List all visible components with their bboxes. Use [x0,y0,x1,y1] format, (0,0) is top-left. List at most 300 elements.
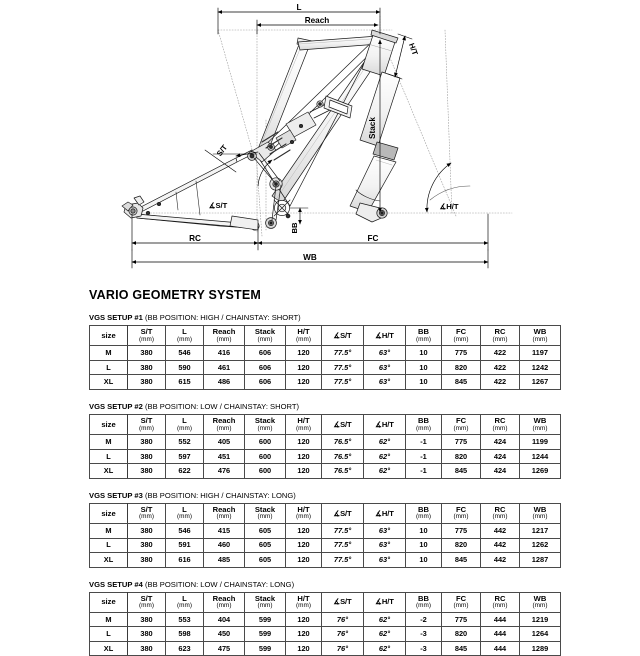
cell-rc: 442 [481,538,520,553]
table-row [90,641,561,656]
label-seat-tube-angle: ∡S/T [208,201,228,210]
cell-angst: 76.5° [322,464,364,479]
column-header-ht [286,504,322,524]
cell-l: 553 [166,612,204,627]
cell-st: 380 [128,449,166,464]
geometry-table-3 [89,503,561,568]
cell-rc: 442 [481,553,520,568]
cell-anght: 63° [364,524,406,539]
cell-anght: 62° [364,464,406,479]
column-header-unit-stack: (mm) [257,513,273,521]
column-header-label-angst: ∡S/T [333,597,352,607]
cell-size: L [90,627,128,642]
column-header-l [166,504,204,524]
column-header-label-st: S/T [140,416,153,426]
cell-stack: 599 [245,641,286,656]
cell-anght: 62° [364,627,406,642]
column-header-fc [442,592,481,612]
column-header-unit-st: (mm) [139,602,154,610]
column-header-angst [322,592,364,612]
column-header-label-ht: H/T [297,327,310,337]
cell-stack: 605 [245,553,286,568]
column-header-label-reach: Reach [212,327,236,337]
table-row [90,524,561,539]
column-header-unit-reach: (mm) [216,602,232,610]
cell-rc: 424 [481,435,520,450]
column-header-label-fc: FC [455,504,467,514]
cell-l: 598 [166,627,204,642]
cell-angst: 76° [322,641,364,656]
column-header-label-bb: BB [418,327,429,337]
column-header-label-rc: RC [494,416,506,426]
column-header-st [128,415,166,435]
column-header-label-wb: WB [533,416,547,426]
column-header-label-bb: BB [418,593,429,603]
setup-block-4 [89,581,548,656]
cell-reach: 476 [204,464,245,479]
column-header-reach [204,504,245,524]
column-header-reach [204,415,245,435]
column-header-label-st: S/T [140,593,153,603]
cell-rc: 422 [481,375,520,390]
cell-anght: 62° [364,612,406,627]
column-header-size [90,415,128,435]
setup-description-1: (BB POSITION: HIGH / CHAINSTAY: SHORT) [145,313,301,322]
column-header-unit-reach: (mm) [216,513,232,521]
cell-size: M [90,435,128,450]
column-header-label-ht: H/T [297,416,310,426]
column-header-rc [481,415,520,435]
cell-wb: 1264 [520,627,561,642]
column-header-angst [322,326,364,346]
column-header-label-reach: Reach [212,593,236,603]
setup-tables-container [0,314,640,656]
label-seat-tube: S/T [214,143,230,158]
frame-geometry-drawing [0,0,640,278]
cell-st: 380 [128,360,166,375]
column-header-label-reach: Reach [212,504,236,514]
cell-angst: 77.5° [322,538,364,553]
setup-id-3: VGS SETUP #3 [89,490,143,500]
cell-wb: 1242 [520,360,561,375]
cell-stack: 600 [245,449,286,464]
table-row [90,553,561,568]
column-header-unit-stack: (mm) [257,335,273,343]
label-head-tube: H/T [407,41,420,57]
cell-reach: 404 [204,612,245,627]
column-header-stack [245,504,286,524]
cell-fc: 775 [442,346,481,361]
cell-angst: 77.5° [322,375,364,390]
cell-fc: 820 [442,538,481,553]
cell-ht: 120 [286,538,322,553]
cell-ht: 120 [286,641,322,656]
cell-st: 380 [128,641,166,656]
cell-stack: 599 [245,627,286,642]
cell-bb: 10 [406,375,442,390]
cell-wb: 1269 [520,464,561,479]
cell-l: 591 [166,538,204,553]
column-header-unit-ht: (mm) [296,602,311,610]
column-header-ht [286,415,322,435]
column-header-size [90,592,128,612]
column-header-angst [322,504,364,524]
cell-l: 546 [166,346,204,361]
column-header-unit-stack: (mm) [257,602,273,610]
column-header-unit-reach: (mm) [216,424,232,432]
column-header-label-size: size [101,508,116,518]
column-header-label-ht: H/T [297,593,310,603]
column-header-unit-rc: (mm) [492,513,508,521]
cell-l: 546 [166,524,204,539]
column-header-label-l: L [182,504,187,514]
column-header-label-l: L [182,327,187,337]
table-row [90,464,561,479]
column-header-label-size: size [101,330,116,340]
cell-st: 380 [128,346,166,361]
cell-reach: 475 [204,641,245,656]
cell-angst: 76° [322,627,364,642]
column-header-unit-l: (mm) [177,602,192,610]
column-header-bb [406,415,442,435]
column-header-anght [364,415,406,435]
column-header-ht [286,326,322,346]
column-header-l [166,326,204,346]
column-header-st [128,592,166,612]
column-header-label-wb: WB [533,504,547,514]
column-header-label-size: size [101,597,116,607]
column-header-unit-l: (mm) [177,513,192,521]
column-header-rc [481,592,520,612]
cell-bb: -3 [406,641,442,656]
column-header-bb [406,504,442,524]
column-header-anght [364,592,406,612]
table-header-row [90,415,561,435]
column-header-unit-fc: (mm) [453,424,469,432]
column-header-unit-bb: (mm) [416,513,431,521]
column-header-wb [520,592,561,612]
column-header-label-bb: BB [418,416,429,426]
cell-ht: 120 [286,449,322,464]
cell-fc: 775 [442,524,481,539]
cell-bb: 10 [406,524,442,539]
cell-ht: 120 [286,553,322,568]
cell-anght: 62° [364,641,406,656]
cell-l: 622 [166,464,204,479]
cell-bb: 10 [406,360,442,375]
cell-wb: 1217 [520,524,561,539]
cell-wb: 1262 [520,538,561,553]
cell-bb: 10 [406,346,442,361]
column-header-unit-st: (mm) [139,513,154,521]
cell-ht: 120 [286,524,322,539]
cell-bb: -3 [406,627,442,642]
column-header-reach [204,592,245,612]
table-row [90,538,561,553]
column-header-label-fc: FC [455,593,467,603]
column-header-unit-ht: (mm) [296,335,311,343]
column-header-label-rc: RC [494,504,506,514]
column-header-angst [322,415,364,435]
cell-anght: 63° [364,360,406,375]
column-header-label-size: size [101,419,116,429]
column-header-unit-rc: (mm) [492,424,508,432]
table-row [90,346,561,361]
column-header-unit-wb: (mm) [532,424,548,432]
cell-size: M [90,612,128,627]
cell-l: 552 [166,435,204,450]
column-header-label-reach: Reach [212,416,236,426]
cell-fc: 845 [442,464,481,479]
column-header-label-anght: ∡H/T [375,508,394,518]
column-header-label-st: S/T [140,504,153,514]
cell-ht: 120 [286,346,322,361]
geometry-table-4 [89,592,561,656]
column-header-reach [204,326,245,346]
setup-id-4: VGS SETUP #4 [89,579,143,589]
column-header-unit-rc: (mm) [492,602,508,610]
cell-bb: -1 [406,464,442,479]
label-head-tube-angle: ∡H/T [439,202,459,211]
cell-ht: 120 [286,375,322,390]
cell-rc: 442 [481,524,520,539]
column-header-label-anght: ∡H/T [375,330,394,340]
cell-size: XL [90,375,128,390]
geometry-table-2 [89,414,561,479]
column-header-wb [520,504,561,524]
cell-stack: 606 [245,346,286,361]
cell-rc: 444 [481,612,520,627]
cell-ht: 120 [286,464,322,479]
cell-st: 380 [128,612,166,627]
column-header-unit-reach: (mm) [216,335,232,343]
setup-description-4: (BB POSITION: LOW / CHAINSTAY: LONG) [145,579,295,589]
cell-stack: 600 [245,435,286,450]
cell-ht: 120 [286,612,322,627]
cell-wb: 1287 [520,553,561,568]
column-header-label-st: S/T [140,327,153,337]
column-header-label-stack: Stack [254,593,276,603]
cell-bb: -2 [406,612,442,627]
column-header-unit-l: (mm) [177,424,192,432]
label-reach: Reach [304,16,330,25]
cell-rc: 422 [481,360,520,375]
cell-reach: 451 [204,449,245,464]
column-header-anght [364,326,406,346]
column-header-label-rc: RC [494,593,506,603]
cell-l: 616 [166,553,204,568]
setup-block-2 [89,403,548,479]
cell-reach: 405 [204,435,245,450]
cell-anght: 62° [364,449,406,464]
cell-reach: 415 [204,524,245,539]
geometry-spec-section [0,278,640,656]
cell-angst: 76° [322,612,364,627]
cell-wb: 1219 [520,612,561,627]
column-header-st [128,326,166,346]
column-header-label-bb: BB [418,504,429,514]
label-stack: Stack [368,117,377,139]
cell-st: 380 [128,553,166,568]
cell-st: 380 [128,435,166,450]
column-header-size [90,326,128,346]
column-header-label-wb: WB [533,593,547,603]
cell-rc: 444 [481,627,520,642]
column-header-unit-rc: (mm) [492,335,508,343]
column-header-size [90,504,128,524]
table-row [90,627,561,642]
label-length: L [296,3,302,12]
column-header-unit-l: (mm) [177,335,192,343]
cell-size: L [90,360,128,375]
cell-rc: 424 [481,449,520,464]
cell-anght: 63° [364,538,406,553]
table-row [90,449,561,464]
cell-stack: 606 [245,360,286,375]
column-header-unit-bb: (mm) [416,424,431,432]
cell-anght: 63° [364,553,406,568]
column-header-rc [481,504,520,524]
cell-size: XL [90,553,128,568]
cell-stack: 606 [245,375,286,390]
cell-size: M [90,346,128,361]
cell-reach: 485 [204,553,245,568]
cell-fc: 845 [442,641,481,656]
column-header-fc [442,326,481,346]
table-header-row [90,326,561,346]
cell-size: L [90,449,128,464]
table-row [90,360,561,375]
column-header-fc [442,504,481,524]
column-header-unit-fc: (mm) [453,513,469,521]
setup-caption-3 [89,492,548,500]
cell-st: 380 [128,538,166,553]
column-header-label-stack: Stack [254,327,276,337]
cell-fc: 820 [442,449,481,464]
cell-st: 380 [128,524,166,539]
cell-stack: 605 [245,524,286,539]
column-header-unit-st: (mm) [139,424,154,432]
top-tube [298,36,379,50]
cell-rc: 444 [481,641,520,656]
label-bottom-bracket: BB [290,222,299,234]
cell-bb: -1 [406,449,442,464]
cell-stack: 599 [245,612,286,627]
cell-reach: 450 [204,627,245,642]
frame-geometry-diagram [0,0,640,278]
cell-fc: 775 [442,435,481,450]
cell-rc: 422 [481,346,520,361]
cell-size: XL [90,641,128,656]
table-row [90,375,561,390]
cell-wb: 1199 [520,435,561,450]
table-header-row [90,592,561,612]
column-header-label-angst: ∡S/T [333,419,352,429]
column-header-label-rc: RC [494,327,506,337]
geometry-table-1 [89,325,561,390]
cell-ht: 120 [286,435,322,450]
column-header-label-wb: WB [533,327,547,337]
page-title: VARIO GEOMETRY SYSTEM [89,288,262,302]
column-header-label-angst: ∡S/T [333,330,352,340]
column-header-l [166,415,204,435]
cell-ht: 120 [286,360,322,375]
column-header-rc [481,326,520,346]
column-header-label-anght: ∡H/T [375,419,394,429]
column-header-wb [520,415,561,435]
column-header-label-angst: ∡S/T [333,508,352,518]
column-header-anght [364,504,406,524]
column-header-label-stack: Stack [254,416,276,426]
column-header-bb [406,592,442,612]
column-header-unit-wb: (mm) [532,513,548,521]
cell-reach: 461 [204,360,245,375]
setup-caption-4 [89,581,548,589]
column-header-stack [245,415,286,435]
cell-stack: 605 [245,538,286,553]
label-wheelbase: WB [303,253,317,262]
cell-wb: 1244 [520,449,561,464]
cell-angst: 77.5° [322,553,364,568]
cell-anght: 62° [364,435,406,450]
cell-st: 380 [128,464,166,479]
column-header-unit-ht: (mm) [296,424,311,432]
cell-stack: 600 [245,464,286,479]
cell-l: 597 [166,449,204,464]
column-header-l [166,592,204,612]
setup-caption-2 [89,403,548,411]
column-header-unit-fc: (mm) [453,602,469,610]
cell-bb: -1 [406,435,442,450]
dim-bottom-bracket-drop [290,208,308,224]
setup-block-3 [89,492,548,568]
label-rear-center: RC [189,234,201,243]
column-header-unit-bb: (mm) [416,335,431,343]
setup-id-1: VGS SETUP #1 [89,313,143,322]
cell-angst: 77.5° [322,360,364,375]
cell-size: M [90,524,128,539]
column-header-unit-fc: (mm) [453,335,469,343]
column-header-unit-stack: (mm) [257,424,273,432]
cell-fc: 845 [442,375,481,390]
cell-wb: 1289 [520,641,561,656]
cell-st: 380 [128,375,166,390]
cell-fc: 820 [442,627,481,642]
column-header-label-l: L [182,593,187,603]
cell-rc: 424 [481,464,520,479]
column-header-label-ht: H/T [297,504,310,514]
column-header-stack [245,592,286,612]
cell-reach: 460 [204,538,245,553]
cell-fc: 845 [442,553,481,568]
cell-angst: 76.5° [322,449,364,464]
cell-bb: 10 [406,553,442,568]
cell-reach: 486 [204,375,245,390]
cell-st: 380 [128,627,166,642]
setup-block-1 [89,314,548,390]
cell-l: 590 [166,360,204,375]
cell-angst: 77.5° [322,346,364,361]
column-header-stack [245,326,286,346]
column-header-unit-ht: (mm) [296,513,311,521]
cell-reach: 416 [204,346,245,361]
column-header-unit-st: (mm) [139,335,154,343]
cell-l: 623 [166,641,204,656]
cell-size: XL [90,464,128,479]
cell-bb: 10 [406,538,442,553]
cell-angst: 77.5° [322,524,364,539]
cell-l: 615 [166,375,204,390]
